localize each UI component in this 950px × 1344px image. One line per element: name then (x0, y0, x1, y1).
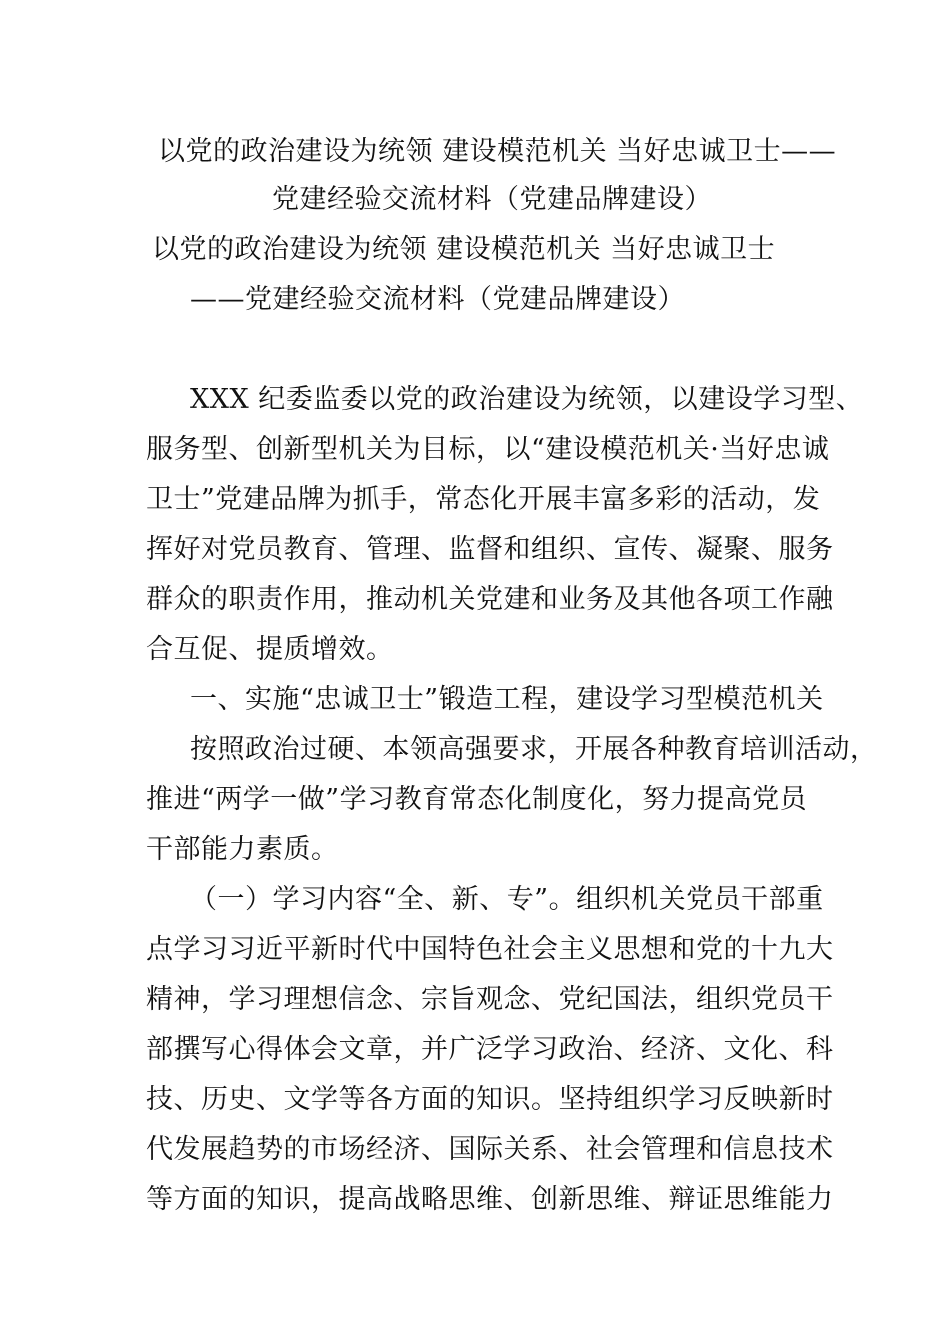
paragraph-1-line-4: 挥好对党员教育、管理、监督和组织、宣传、凝聚、服务 (146, 534, 834, 565)
paragraph-3-line-7: 等方面的知识，提高战略思维、创新思维、辩证思维能力 (146, 1184, 834, 1215)
title-line-3: 以党的政治建设为统领 建设模范机关 当好忠诚卫士 (152, 234, 776, 265)
section-1-heading: 一、实施“忠诚卫士”锻造工程，建设学习型模范机关 (190, 684, 824, 715)
paragraph-1-line-3: 卫士”党建品牌为抓手，常态化开展丰富多彩的活动，发 (146, 484, 821, 515)
paragraph-1-line-2: 服务型、创新型机关为目标，以“建设模范机关·当好忠诚 (146, 434, 830, 465)
paragraph-1-line-1: XXX 纪委监委以党的政治建设为统领，以建设学习型、 (190, 384, 864, 415)
paragraph-3-line-1: （一）学习内容“全、新、专”。组织机关党员干部重 (190, 884, 824, 915)
paragraph-2-line-3: 干部能力素质。 (146, 834, 339, 865)
paragraph-2-line-2: 推进“两学一做”学习教育常态化制度化，努力提高党员 (146, 784, 808, 815)
paragraph-3-line-2: 点学习习近平新时代中国特色社会主义思想和党的十九大 (146, 934, 834, 965)
title-line-2: 党建经验交流材料（党建品牌建设） (272, 184, 712, 215)
paragraph-1-line-5: 群众的职责作用，推动机关党建和业务及其他各项工作融 (146, 584, 834, 615)
title-line-1: 以党的政治建设为统领 建设模范机关 当好忠诚卫士—— (158, 136, 837, 167)
paragraph-3-line-6: 代发展趋势的市场经济、国际关系、社会管理和信息技术 (146, 1134, 834, 1165)
paragraph-3-line-3: 精神，学习理想信念、宗旨观念、党纪国法，组织党员干 (146, 984, 834, 1015)
paragraph-3-line-5: 技、历史、文学等各方面的知识。坚持组织学习反映新时 (146, 1084, 834, 1115)
title-line-4: ——党建经验交流材料（党建品牌建设） (190, 284, 685, 315)
paragraph-2-line-1: 按照政治过硬、本领高强要求，开展各种教育培训活动， (190, 734, 878, 765)
paragraph-3-line-4: 部撰写心得体会文章，并广泛学习政治、经济、文化、科 (146, 1034, 834, 1065)
paragraph-1-line-6: 合互促、提质增效。 (146, 634, 394, 665)
